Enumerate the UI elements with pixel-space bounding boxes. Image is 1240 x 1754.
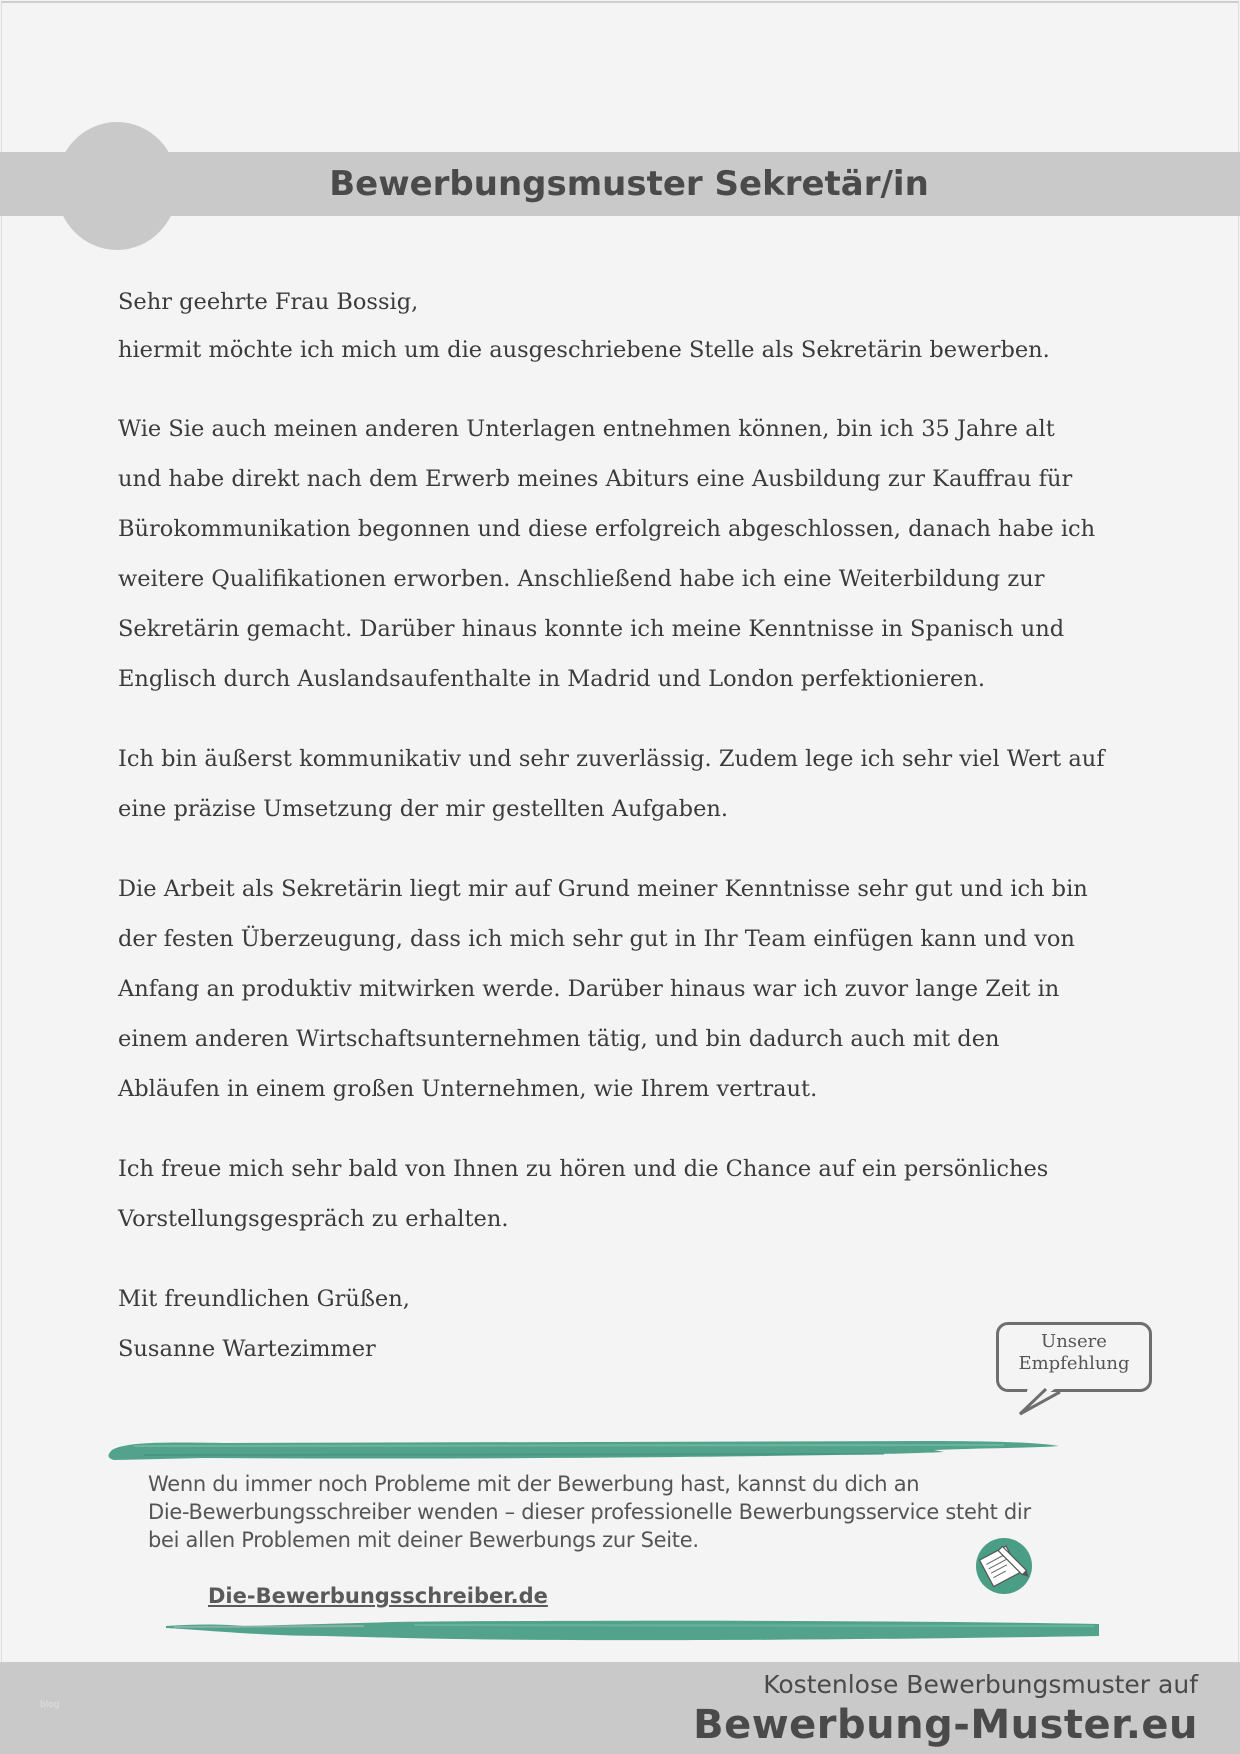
paragraph-line: eine präzise Umsetzung der mir gestellten Aufgaben. xyxy=(118,796,729,822)
footer-brand: Bewerbung-Muster.eu xyxy=(693,1702,1198,1748)
paragraph-line: Ich bin äußerst kommunikativ und sehr zuverlässig. Zudem lege ich sehr viel Wert auf xyxy=(118,746,1105,772)
paragraph-closing-remark xyxy=(118,1144,1138,1244)
brush-stroke-bottom xyxy=(164,1614,1104,1644)
promo-line: Wenn du immer noch Probleme mit der Bewerbung hast, kannst du dich an xyxy=(148,1472,920,1496)
paragraph-line: Anfang an produktiv mitwirken werde. Darüber hinaus war ich zuvor lange Zeit in xyxy=(118,976,1060,1002)
paragraph-line: weitere Qualifikationen erworben. Anschließend habe ich eine Weiterbildung zur xyxy=(118,566,1045,592)
paragraph-line: Bürokommunikation begonnen und diese erfolgreich abgeschlossen, danach habe ich xyxy=(118,516,1096,542)
footer-watermark: blog xyxy=(40,1700,60,1710)
paragraph-traits xyxy=(118,734,1138,834)
paragraph-line: Vorstellungsgespräch zu erhalten. xyxy=(118,1206,509,1232)
speech-bubble-tail-icon xyxy=(1018,1388,1078,1416)
promo-line: Die-Bewerbungsschreiber wenden – dieser professionelle Bewerbungsservice steht dir xyxy=(148,1500,1031,1524)
promo-line: bei allen Problemen mit deiner Bewerbungs zur Seite. xyxy=(148,1528,699,1552)
paragraph-qualifications xyxy=(118,404,1138,704)
bewerbungsschreiber-link[interactable]: Die-Bewerbungsschreiber.de xyxy=(208,1584,548,1608)
brush-stroke-top xyxy=(104,1436,1064,1464)
promo-message xyxy=(148,1470,1108,1554)
footer-subtitle: Kostenlose Bewerbungsmuster auf xyxy=(763,1670,1198,1699)
signature-name: Susanne Wartezimmer xyxy=(118,1336,376,1362)
paragraph-line: Wie Sie auch meinen anderen Unterlagen entnehmen können, bin ich 35 Jahre alt xyxy=(118,416,1055,442)
paragraph-motivation xyxy=(118,864,1138,1114)
paragraph-line: Die Arbeit als Sekretärin liegt mir auf Grund meiner Kenntnisse sehr gut und ich bin xyxy=(118,876,1088,902)
recommendation-bubble xyxy=(996,1322,1152,1392)
bubble-line-2: Empfehlung xyxy=(1018,1353,1130,1374)
intro-sentence: hiermit möchte ich mich um die ausgeschriebene Stelle als Sekretärin bewerben. xyxy=(118,337,1050,363)
paragraph-line: der festen Überzeugung, dass ich mich sehr gut in Ihr Team einfügen kann und von xyxy=(118,926,1075,952)
letter-greeting xyxy=(118,278,1138,374)
paragraph-line: Abläufen in einem großen Unternehmen, wie Ihrem vertraut. xyxy=(118,1076,818,1102)
paragraph-line: einem anderen Wirtschaftsunternehmen tätig, und bin dadurch auch mit den xyxy=(118,1026,1000,1052)
bubble-line-1: Unsere xyxy=(1041,1331,1107,1352)
letter-body xyxy=(118,278,1138,1404)
paragraph-line: Englisch durch Auslandsaufenthalte in Madrid und London perfektionieren. xyxy=(118,666,985,692)
paragraph-line: Ich freue mich sehr bald von Ihnen zu hören und die Chance auf ein persönliches xyxy=(118,1156,1049,1182)
salutation: Sehr geehrte Frau Bossig, xyxy=(118,289,419,315)
paragraph-line: und habe direkt nach dem Erwerb meines Abiturs eine Ausbildung zur Kauffrau für xyxy=(118,466,1073,492)
page-title: Bewerbungsmuster Sekretär/in xyxy=(329,164,929,204)
paragraph-line: Sekretärin gemacht. Darüber hinaus konnte ich meine Kenntnisse in Spanisch und xyxy=(118,616,1065,642)
letter-signoff xyxy=(118,1274,1138,1374)
closing-phrase: Mit freundlichen Grüßen, xyxy=(118,1286,410,1312)
document-pen-icon xyxy=(972,1532,1036,1596)
